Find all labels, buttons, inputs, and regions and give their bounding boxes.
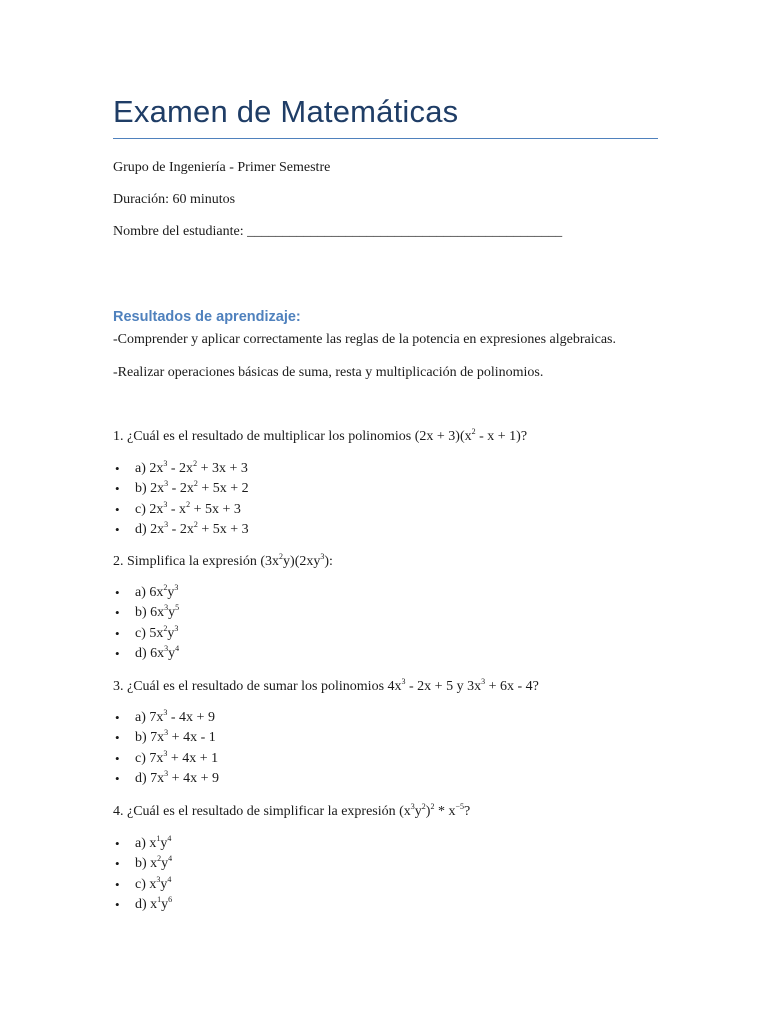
bullet-icon: • <box>115 461 120 476</box>
question-4-text: 4. ¿Cuál es el resultado de simplificar la expresión $(x^3y^2)^2 * x^{-5}$? <box>113 802 471 819</box>
outcomes-heading: Resultados de aprendizaje: <box>113 309 301 325</box>
bullet-icon: • <box>115 710 120 725</box>
answer-option-label: d) $6x^3y^4$ <box>135 643 180 661</box>
bullet-icon: • <box>115 521 120 537</box>
answer-option <box>113 895 172 915</box>
title-underline <box>113 138 658 139</box>
answer-option <box>113 708 219 728</box>
question-3-text: 3. ¿Cuál es el resultado de sumar los polinomios $4x^3 - 2x + 5$ y $3x^3 + 6x - 4$? <box>113 677 539 694</box>
answer-option-label: a) $7x^3 - 4x + 9$ <box>135 708 215 725</box>
bullet-icon: • <box>115 876 120 892</box>
question-2-options <box>113 583 179 664</box>
bullet-icon: • <box>115 481 120 497</box>
question-2-text: 2. Simplifica la expresión $(3x^2y)(2xy^3)$: <box>113 552 333 569</box>
bullet-icon: • <box>115 770 120 786</box>
bullet-icon: • <box>115 585 120 600</box>
question-3-options <box>113 708 219 789</box>
outcome-item: -Realizar operaciones básicas de suma, resta y multiplicación de polinomios. <box>113 365 544 380</box>
answer-option <box>113 624 179 644</box>
group-line: Grupo de Ingeniería - Primer Semestre <box>113 160 331 175</box>
answer-option <box>113 603 179 623</box>
bullet-icon: • <box>115 750 120 766</box>
bullet-icon: • <box>115 605 120 621</box>
answer-option-label: c) $7x^3 + 4x + 1$ <box>135 748 219 766</box>
question-1-options <box>113 459 249 540</box>
outcome-item: -Comprender y aplicar correctamente las reglas de la potencia en expresiones algebraicas. <box>113 332 616 347</box>
answer-option-label: a) $x^1y^4$ <box>135 834 172 851</box>
answer-option-label: c) $2x^3 - x^2 + 5x + 3$ <box>135 499 241 517</box>
student-name-blank: _____________________________________________ <box>247 224 563 239</box>
answer-option <box>113 583 179 603</box>
answer-option <box>113 749 219 769</box>
answer-option-label: d) $7x^3 + 4x + 9$ <box>135 768 219 786</box>
answer-option-label: b) $2x^3 - 2x^2 + 5x + 2$ <box>135 479 249 497</box>
answer-option <box>113 769 219 789</box>
question-4-options <box>113 834 172 915</box>
answer-option-label: d) $x^1y^6$ <box>135 894 173 912</box>
page-title: Examen de Matemáticas <box>113 94 459 129</box>
answer-option <box>113 728 219 748</box>
answer-option <box>113 479 249 499</box>
bullet-icon: • <box>115 856 120 872</box>
answer-option-label: b) $x^2y^4$ <box>135 854 173 872</box>
bullet-icon: • <box>115 645 120 661</box>
answer-option-label: b) $6x^3y^5$ <box>135 603 180 621</box>
answer-option <box>113 520 249 540</box>
answer-option-label: c) $5x^2y^3$ <box>135 623 179 641</box>
answer-option-label: a) $6x^2y^3$ <box>135 583 179 600</box>
answer-option-label: d) $2x^3 - 2x^2 + 5x + 3$ <box>135 519 249 537</box>
bullet-icon: • <box>115 896 120 912</box>
student-name-label: Nombre del estudiante: <box>113 224 244 239</box>
bullet-icon: • <box>115 836 120 851</box>
answer-option <box>113 875 172 895</box>
bullet-icon: • <box>115 730 120 746</box>
student-name-line <box>113 223 562 241</box>
bullet-icon: • <box>115 625 120 641</box>
answer-option-label: a) $2x^3 - 2x^2 + 3x + 3$ <box>135 459 248 476</box>
question-1-text: 1. ¿Cuál es el resultado de multiplicar los polinomios $(2x + 3)(x^2 - x + 1)$? <box>113 427 528 444</box>
answer-option <box>113 854 172 874</box>
answer-option <box>113 459 249 479</box>
answer-option <box>113 644 179 664</box>
answer-option <box>113 500 249 520</box>
duration-line: Duración: 60 minutos <box>113 192 236 207</box>
bullet-icon: • <box>115 501 120 517</box>
answer-option <box>113 834 172 854</box>
answer-option-label: c) $x^3y^4$ <box>135 874 172 892</box>
answer-option-label: b) $7x^3 + 4x - 1$ <box>135 728 216 746</box>
